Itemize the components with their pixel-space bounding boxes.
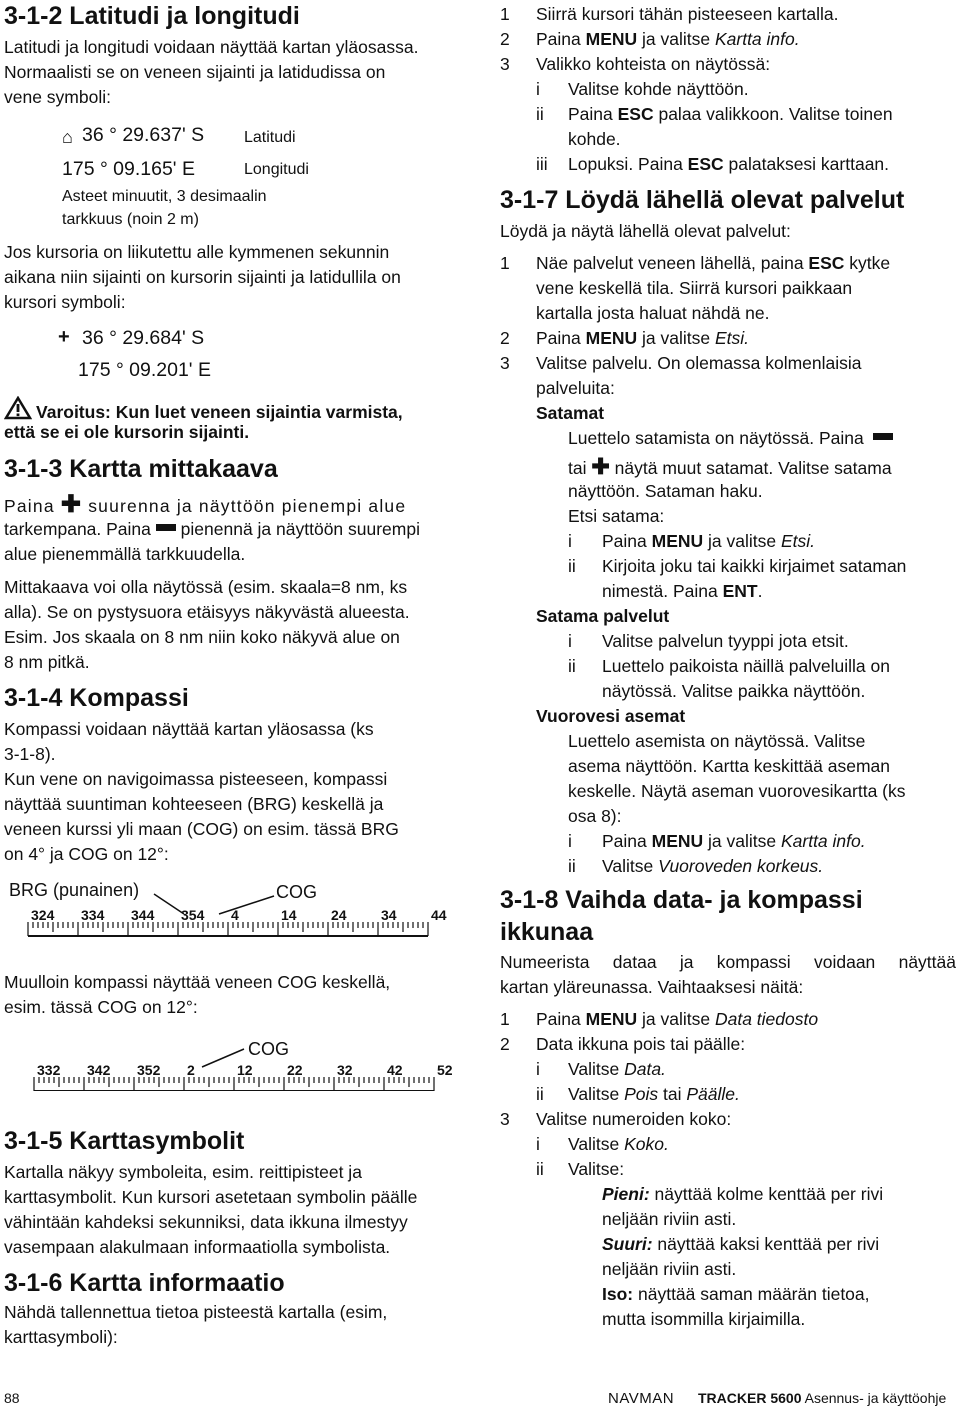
list-item: Data ikkuna pois tai päälle: <box>536 1034 746 1054</box>
boat-longitude: 175 ° 09.165' E <box>62 158 195 180</box>
menu-option-text: Pois <box>624 1084 659 1104</box>
menu-key-text: MENU <box>585 328 638 348</box>
paragraph-line: 8 nm pitkä. <box>4 652 90 672</box>
paragraph-line: Kun vene on navigoimassa pisteeseen, kompassi <box>4 769 388 789</box>
heading-3-1-6: 3-1-6 Kartta informaatio <box>4 1269 285 1297</box>
compass-tick-label: 332 <box>37 1062 61 1078</box>
roman-numeral: ii <box>568 656 576 676</box>
list-item: vene keskellä tila. Siirrä kursori paikkaan <box>536 278 853 298</box>
paragraph-line: Esim. Jos skaala on 8 nm niin koko näkyvä alue on <box>4 627 400 647</box>
text-span: Paina <box>4 496 55 516</box>
precision-note: tarkkuus (noin 2 m) <box>62 211 199 228</box>
compass-tick-label: 24 <box>331 907 347 923</box>
menu-option-text: Etsi. <box>714 328 750 348</box>
warning-icon <box>4 396 32 420</box>
paragraph-line: Normaalisti se on veneen sijainti ja latidudissa on <box>4 62 386 82</box>
paragraph-line: Kartalla näkyy symboleita, esim. reittipisteet ja <box>4 1162 362 1182</box>
compass-tick-label: 334 <box>81 907 105 923</box>
cursor-plus-icon: + <box>58 326 70 348</box>
list-number: 1 <box>500 253 510 273</box>
text-span: Luettelo satamista on näytössä. Paina <box>568 428 864 448</box>
compass-tick-label: 352 <box>137 1062 161 1078</box>
roman-numeral: i <box>568 831 572 851</box>
menu-key-text: MENU <box>651 531 704 551</box>
list-item <box>568 102 893 127</box>
text-span: Näe palvelut veneen lähellä, paina <box>536 253 809 273</box>
text-span: nimestä. Paina <box>602 581 723 601</box>
cog-label: COG <box>248 1039 290 1059</box>
cog-label: COG <box>276 882 318 902</box>
compass-tick-label: 44 <box>431 907 447 923</box>
text-span: Paina <box>602 831 652 851</box>
compass-tick-label: 42 <box>387 1062 403 1078</box>
paragraph-line: Latitudi ja longitudi voidaan näyttää kartan yläosassa. <box>4 37 419 57</box>
menu-option-text: Kartta info. <box>714 29 800 49</box>
list-item: Luettelo asemista on näytössä. Valitse <box>568 731 866 751</box>
list-item <box>568 454 892 481</box>
text-span: Valitse <box>568 1059 625 1079</box>
paragraph-line: alla). Se on pystysuora etäisyys näkyvästä alueesta. <box>4 602 410 622</box>
list-item <box>536 27 800 52</box>
longitude-label: Longitudi <box>244 161 309 178</box>
roman-numeral: i <box>568 531 572 551</box>
list-item: Etsi satama: <box>568 506 665 526</box>
subheading-satama-palvelut: Satama palvelut <box>536 606 670 626</box>
text-span: Paina <box>536 29 586 49</box>
list-number: 3 <box>500 353 510 373</box>
roman-numeral: i <box>536 1059 540 1079</box>
heading-3-1-5: 3-1-5 Karttasymbolit <box>4 1127 245 1155</box>
text-span: Valitse <box>568 1134 625 1154</box>
compass-tick-label: 52 <box>437 1062 453 1078</box>
text-span: Valitse <box>602 856 659 876</box>
compass-tick-label: 342 <box>87 1062 111 1078</box>
cursor-latitude: 36 ° 29.684' S <box>82 327 205 349</box>
roman-numeral: i <box>536 1134 540 1154</box>
product-name: TRACKER 5600 <box>698 1390 802 1406</box>
page-number: 88 <box>4 1390 20 1406</box>
list-item <box>602 854 823 879</box>
paragraph-line: on 4° ja COG on 12°: <box>4 844 169 864</box>
list-item: Valikko kohteista on näytössä: <box>536 54 771 74</box>
boat-latitude: 36 ° 29.637' S <box>82 124 205 146</box>
option-pieni <box>602 1182 883 1207</box>
list-item <box>536 326 749 351</box>
list-item: Kirjoita joku tai kaikki kirjaimet sataman <box>602 556 907 576</box>
plus-icon: ✚ <box>60 491 83 518</box>
menu-key-text: MENU <box>585 29 638 49</box>
list-item: Valitse kohde näyttöön. <box>568 79 749 99</box>
text-span: ja valitse <box>703 831 781 851</box>
key-text: ESC <box>808 253 845 273</box>
paragraph-line: karttasymbolit. Kun kursori asetetaan symbolin päälle <box>4 1187 418 1207</box>
text-span: näyttää kolme kenttää per rivi <box>649 1184 884 1204</box>
subheading-satamat: Satamat <box>536 403 605 423</box>
key-text: ESC <box>617 104 654 124</box>
list-number: 2 <box>500 29 510 49</box>
list-item: keskelle. Näytä aseman vuorovesikartta (ks <box>568 781 906 801</box>
text-span: pienennä ja näyttöön suurempi <box>180 519 420 539</box>
warning-text: että se ei ole kursorin sijainti. <box>4 422 250 442</box>
paragraph-line: Mittakaava voi olla näytössä (esim. skaala=8 nm, ks <box>4 577 408 597</box>
compass-tick-label: 354 <box>181 907 205 923</box>
text-span: Paina <box>536 328 586 348</box>
roman-numeral: iii <box>536 154 548 174</box>
list-item <box>602 579 763 604</box>
text-span: ja valitse <box>637 29 715 49</box>
menu-option-text: Kartta info. <box>780 831 866 851</box>
text-span: ja valitse <box>637 328 715 348</box>
compass-tick-label: 34 <box>381 907 397 923</box>
compass-tick-label: 32 <box>337 1062 353 1078</box>
list-item: Luettelo paikoista näillä palveluilla on <box>602 656 890 676</box>
key-text: ENT <box>722 581 758 601</box>
paragraph-line: veneen kurssi yli maan (COG) on esim. tässä BRG <box>4 819 399 839</box>
list-item <box>568 426 893 451</box>
list-item <box>602 529 815 554</box>
paragraph-line: Nähdä tallennettua tietoa pisteestä kartalla (esim, <box>4 1302 388 1322</box>
plus-icon: ✚ <box>591 454 610 479</box>
subheading-vuorovesi-asemat: Vuorovesi asemat <box>536 706 686 726</box>
list-number: 2 <box>500 1034 510 1054</box>
menu-option-text: Koko. <box>624 1134 669 1154</box>
text-span: tarkempana. Paina <box>4 519 151 539</box>
minus-icon <box>156 524 176 531</box>
paragraph-line: Numeerista dataa ja kompassi voidaan näyttää <box>500 952 956 972</box>
text-span: Lopuksi. Paina <box>568 154 688 174</box>
option-name: Iso: <box>602 1284 634 1304</box>
menu-option-text: Vuoroveden korkeus. <box>658 856 824 876</box>
list-number: 3 <box>500 1109 510 1129</box>
precision-note: Asteet minuutit, 3 desimaalin <box>62 188 267 205</box>
paragraph-line <box>4 517 420 542</box>
roman-numeral: ii <box>536 1084 544 1104</box>
compass-strip-cog <box>4 1045 466 1091</box>
list-item <box>568 1082 740 1107</box>
menu-key-text: MENU <box>585 1009 638 1029</box>
option-name: Suuri: <box>602 1234 653 1254</box>
roman-numeral: i <box>536 79 540 99</box>
paragraph-line: alue pienemmällä tarkkuudella. <box>4 544 246 564</box>
text-span: ja valitse <box>637 1009 715 1029</box>
list-item: asema näyttöön. Kartta keskittää aseman <box>568 756 890 776</box>
text-span: palataksesi karttaan. <box>723 154 890 174</box>
warning-text: Varoitus: Kun luet veneen sijaintia varmista, <box>36 402 403 422</box>
text-span: kytke <box>844 253 891 273</box>
option-iso <box>602 1282 870 1307</box>
list-item <box>602 829 866 854</box>
list-item: mutta isommilla kirjaimilla. <box>602 1309 806 1329</box>
paragraph-line <box>4 492 462 519</box>
text-span: näyttää kaksi kenttää per rivi <box>652 1234 880 1254</box>
text-span: . <box>757 581 763 601</box>
option-name: Pieni: <box>602 1184 650 1204</box>
roman-numeral: ii <box>568 556 576 576</box>
paragraph-line: Muulloin kompassi näyttää veneen COG keskellä, <box>4 972 391 992</box>
paragraph-line: karttasymboli): <box>4 1327 118 1347</box>
list-item: näytössä. Valitse paikka näyttöön. <box>602 681 866 701</box>
compass-tick-label: 4 <box>231 907 239 923</box>
roman-numeral: i <box>568 631 572 651</box>
footer-title <box>698 1390 946 1406</box>
text-span: näytä muut satamat. Valitse satama <box>614 458 892 478</box>
compass-strip-brg <box>4 890 466 940</box>
list-item: neljään riviin asti. <box>602 1259 737 1279</box>
menu-option-text: Päälle. <box>686 1084 740 1104</box>
list-item: näyttöön. Sataman haku. <box>568 481 763 501</box>
text-span: suurenna ja näyttöön pienempi alue <box>88 496 407 516</box>
compass-tick-label: 12 <box>237 1062 253 1078</box>
text-span: palaa valikkoon. Valitse toinen <box>653 104 893 124</box>
list-number: 1 <box>500 1009 510 1029</box>
text-span: näyttää saman määrän tietoa, <box>633 1284 870 1304</box>
key-text: ESC <box>687 154 724 174</box>
heading-3-1-3: 3-1-3 Kartta mittakaava <box>4 455 278 483</box>
text-span: Paina <box>568 104 618 124</box>
list-number: 1 <box>500 4 510 24</box>
heading-3-1-8: 3-1-8 Vaihda data- ja kompassi <box>500 886 863 914</box>
paragraph-line: Kompassi voidaan näyttää kartan yläosassa (ks <box>4 719 374 739</box>
list-item: Valitse palvelun tyyppi jota etsit. <box>602 631 849 651</box>
list-number: 3 <box>500 54 510 74</box>
compass-tick-label: 22 <box>287 1062 303 1078</box>
list-item: kohde. <box>568 129 621 149</box>
paragraph-line: Jos kursoria on liikutettu alle kymmenen sekunnin <box>4 242 390 262</box>
list-item <box>536 1007 818 1032</box>
list-item: Valitse: <box>568 1159 625 1179</box>
brand-logo: NAVMAN <box>608 1390 675 1407</box>
text-span: Paina <box>602 531 652 551</box>
option-suuri <box>602 1232 879 1257</box>
roman-numeral: ii <box>536 1159 544 1179</box>
list-number: 2 <box>500 328 510 348</box>
paragraph-line: vasempaan alakulmaan informaatiolla symbolista. <box>4 1237 391 1257</box>
paragraph-line: 3-1-8). <box>4 744 56 764</box>
compass-tick-label: 14 <box>281 907 297 923</box>
paragraph-line: esim. tässä COG on 12°: <box>4 997 198 1017</box>
roman-numeral: ii <box>568 856 576 876</box>
list-item: Valitse palvelu. On olemassa kolmenlaisia <box>536 353 862 373</box>
menu-option-text: Data. <box>624 1059 666 1079</box>
list-item: Valitse numeroiden koko: <box>536 1109 732 1129</box>
paragraph-line: vähintään kahdeksi sekunniksi, data ikkuna ilmestyy <box>4 1212 408 1232</box>
paragraph-line: aikana niin sijainti on kursorin sijainti ja latidullila on <box>4 267 401 287</box>
boat-symbol-icon: ⌂ <box>62 127 73 147</box>
list-item <box>568 1057 666 1082</box>
compass-tick-label: 324 <box>31 907 55 923</box>
list-item <box>536 251 890 276</box>
paragraph-line: näyttää suuntiman kohteeseen (BRG) keskellä ja <box>4 794 384 814</box>
paragraph-line: vene symboli: <box>4 87 111 107</box>
list-item <box>568 152 889 177</box>
text-span: tai <box>568 458 587 478</box>
list-item: neljään riviin asti. <box>602 1209 737 1229</box>
heading-3-1-7: 3-1-7 Löydä lähellä olevat palvelut <box>500 186 905 214</box>
latitude-label: Latitudi <box>244 129 296 146</box>
heading-3-1-2: 3-1-2 Latitudi ja longitudi <box>4 2 300 30</box>
minus-icon <box>873 433 893 440</box>
paragraph-line: kursori symboli: <box>4 292 126 312</box>
list-item: palveluita: <box>536 378 615 398</box>
cursor-longitude: 175 ° 09.201' E <box>78 359 211 381</box>
list-item: osa 8): <box>568 806 622 826</box>
menu-option-text: Data tiedosto <box>714 1009 819 1029</box>
list-item <box>568 1132 669 1157</box>
paragraph-line: kartan yläreunassa. Vaihtaaksesi näitä: <box>500 977 804 997</box>
brg-label: BRG (punainen) <box>9 880 140 900</box>
text-span: ja valitse <box>703 531 781 551</box>
menu-option-text: Etsi. <box>780 531 816 551</box>
heading-3-1-8-cont: ikkunaa <box>500 918 594 946</box>
heading-3-1-4: 3-1-4 Kompassi <box>4 684 189 712</box>
compass-tick-label: 344 <box>131 907 155 923</box>
text-span: tai <box>658 1084 687 1104</box>
list-item: Siirrä kursori tähän pisteeseen kartalla. <box>536 4 839 24</box>
menu-key-text: MENU <box>651 831 704 851</box>
paragraph-line: Löydä ja näytä lähellä olevat palvelut: <box>500 221 791 241</box>
roman-numeral: ii <box>536 104 544 124</box>
compass-tick-label: 2 <box>187 1062 195 1078</box>
text-span: Valitse <box>568 1084 625 1104</box>
text-span: Paina <box>536 1009 586 1029</box>
list-item: kartalla josta haluat nähdä ne. <box>536 303 770 323</box>
document-name: Asennus- ja käyttöohje <box>804 1390 947 1406</box>
